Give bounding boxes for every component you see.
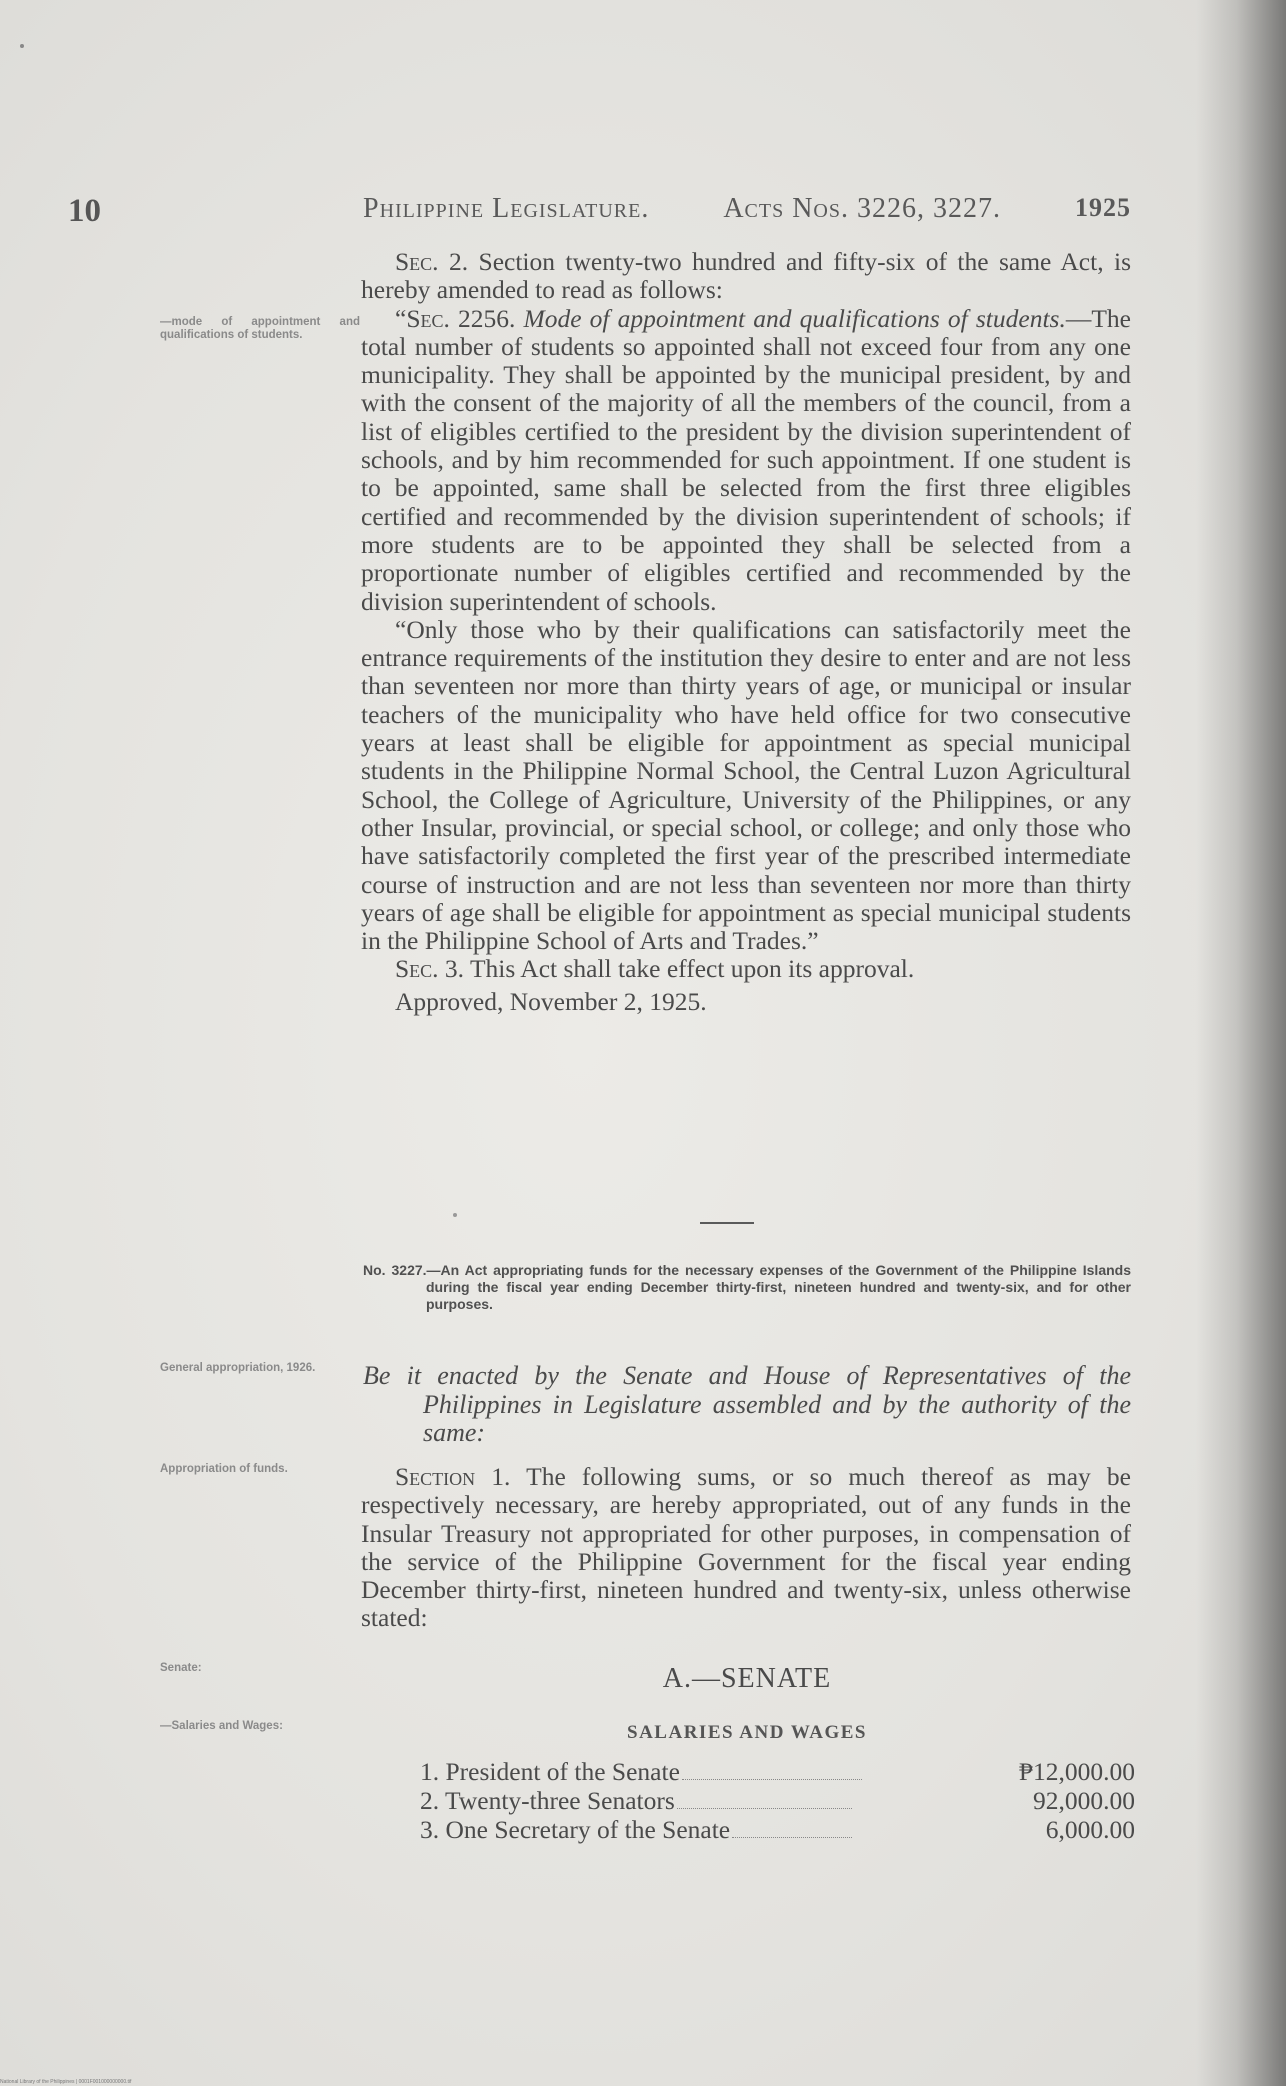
item-label: 1. President of the Senate xyxy=(420,1757,680,1786)
section-1 xyxy=(361,1463,1131,1633)
approval-date: Approved, November 2, 1925. xyxy=(395,986,707,1016)
section-2 xyxy=(361,248,1131,305)
section-2256-lead: “Sec. 2256. xyxy=(395,303,516,333)
act-3227-summary: No. 3227.—An Act appropriating funds for the necessary expenses of the Government of the Philippine Islands during the fiscal year ending December thirty-first, nineteen hundred and twenty-six, and for other purposes. xyxy=(363,1262,1131,1312)
salaries-heading: SALARIES AND WAGES xyxy=(627,1722,867,1743)
paragraph-qualifications: “Only those who by their qualifications can satisfactorily meet the entrance requirements of the institution they desire to enter and are not less than seventeen nor more than thirty years of age, or municipal or insular teachers of the municipality who have held office for two consecutive years at least shall be eligible for appointment as special municipal students in the Philippine Normal School, the Central Luzon Agricultural School, the College of Agriculture, University of the Philippines, or any other Insular, provincial, or special school, or college; and only those who have satisfactorily completed the first year of the prescribed intermediate course of instruction and are not less than seventeen nor more than thirty years of age shall be eligible for appointment as special municipal students in the Philippine School of Arts and Trades.” xyxy=(361,614,1131,956)
page-number: 10 xyxy=(68,193,101,229)
margin-note-salaries: —Salaries and Wages: xyxy=(160,1720,283,1732)
speck-mark xyxy=(20,44,24,48)
running-head-left: Philippine Legislature. xyxy=(363,193,650,224)
item-amount: ₱12,000.00 xyxy=(1018,1757,1135,1786)
item-label: 2. Twenty-three Senators xyxy=(420,1786,675,1815)
margin-note-senate: Senate: xyxy=(160,1662,202,1674)
item-label: 3. One Secretary of the Senate xyxy=(420,1815,731,1844)
dot-leader xyxy=(677,1808,852,1809)
section-1-lead: Section 1. xyxy=(395,1462,511,1491)
section-divider xyxy=(700,1222,754,1224)
speck-mark xyxy=(453,1213,457,1217)
section-3-text: This Act shall take effect upon its approval. xyxy=(464,954,915,984)
section-3-lead: Sec. 3. xyxy=(395,954,465,984)
section-2256-title: Mode of appointment and qualifications of students. xyxy=(515,303,1066,333)
senate-heading: A.—SENATE xyxy=(662,1663,832,1694)
dot-leader xyxy=(732,1837,852,1838)
margin-note-mode: —mode of appointment and qualifications of students. xyxy=(160,316,360,341)
margin-note-appropriation: Appropriation of funds. xyxy=(160,1463,288,1475)
act-3227-section-1 xyxy=(361,1463,1131,1633)
running-head xyxy=(363,193,1131,225)
page-edge-shadow xyxy=(1196,0,1286,2086)
running-head-acts: Acts Nos. 3226, 3227. xyxy=(723,193,1001,224)
section-2256-text: —The total number of students so appointed shall not exceed four from any one municipality. They shall be appointed by the municipal president, by and with the consent of the majority of all the members of the council, from a list of eligibles certified to the president by the division superintendent of schools, and by him recommended for such appointment. If one student is to be appointed, same shall be selected from the first three eligibles certified and recommended by the division superintendent of schools; if more students are to be appointed they shall be selected from a proportionate number of eligibles certified and recommended by the division superintendent of schools. xyxy=(361,303,1131,616)
act-3226-body xyxy=(361,248,1131,1016)
section-2-lead: Sec. 2. xyxy=(395,247,469,276)
list-item xyxy=(420,1815,1135,1844)
scan-footer: National Library of the Philippines | 0001F001000000000.tif xyxy=(0,2079,132,2085)
margin-note-general: General appropriation, 1926. xyxy=(160,1362,316,1374)
item-amount: 6,000.00 xyxy=(1045,1815,1135,1844)
running-head-year: 1925 xyxy=(1074,193,1131,222)
list-item xyxy=(420,1757,1135,1786)
enacting-clause: Be it enacted by the Senate and House of Representatives of the Philippines in Legislature assembled and by the authority of the same: xyxy=(363,1361,1131,1447)
list-item xyxy=(420,1786,1135,1815)
section-1-text: The following sums, or so much thereof as may be respectively necessary, are hereby appropriated, out of any funds in the Insular Treasury not appropriated for other purposes, in compensation of the service of the Philippine Government for the fiscal year ending December thirty-first, nineteen hundred and twenty-six, unless otherwise stated: xyxy=(361,1462,1131,1633)
section-2256 xyxy=(361,305,1131,616)
section-3 xyxy=(361,955,1131,983)
appropriation-items xyxy=(420,1757,1135,1844)
section-2-text: Section twenty-two hundred and fifty-six of the same Act, is hereby amended to read as follows: xyxy=(361,247,1132,305)
item-amount: 92,000.00 xyxy=(1033,1786,1135,1815)
dot-leader xyxy=(682,1779,862,1780)
